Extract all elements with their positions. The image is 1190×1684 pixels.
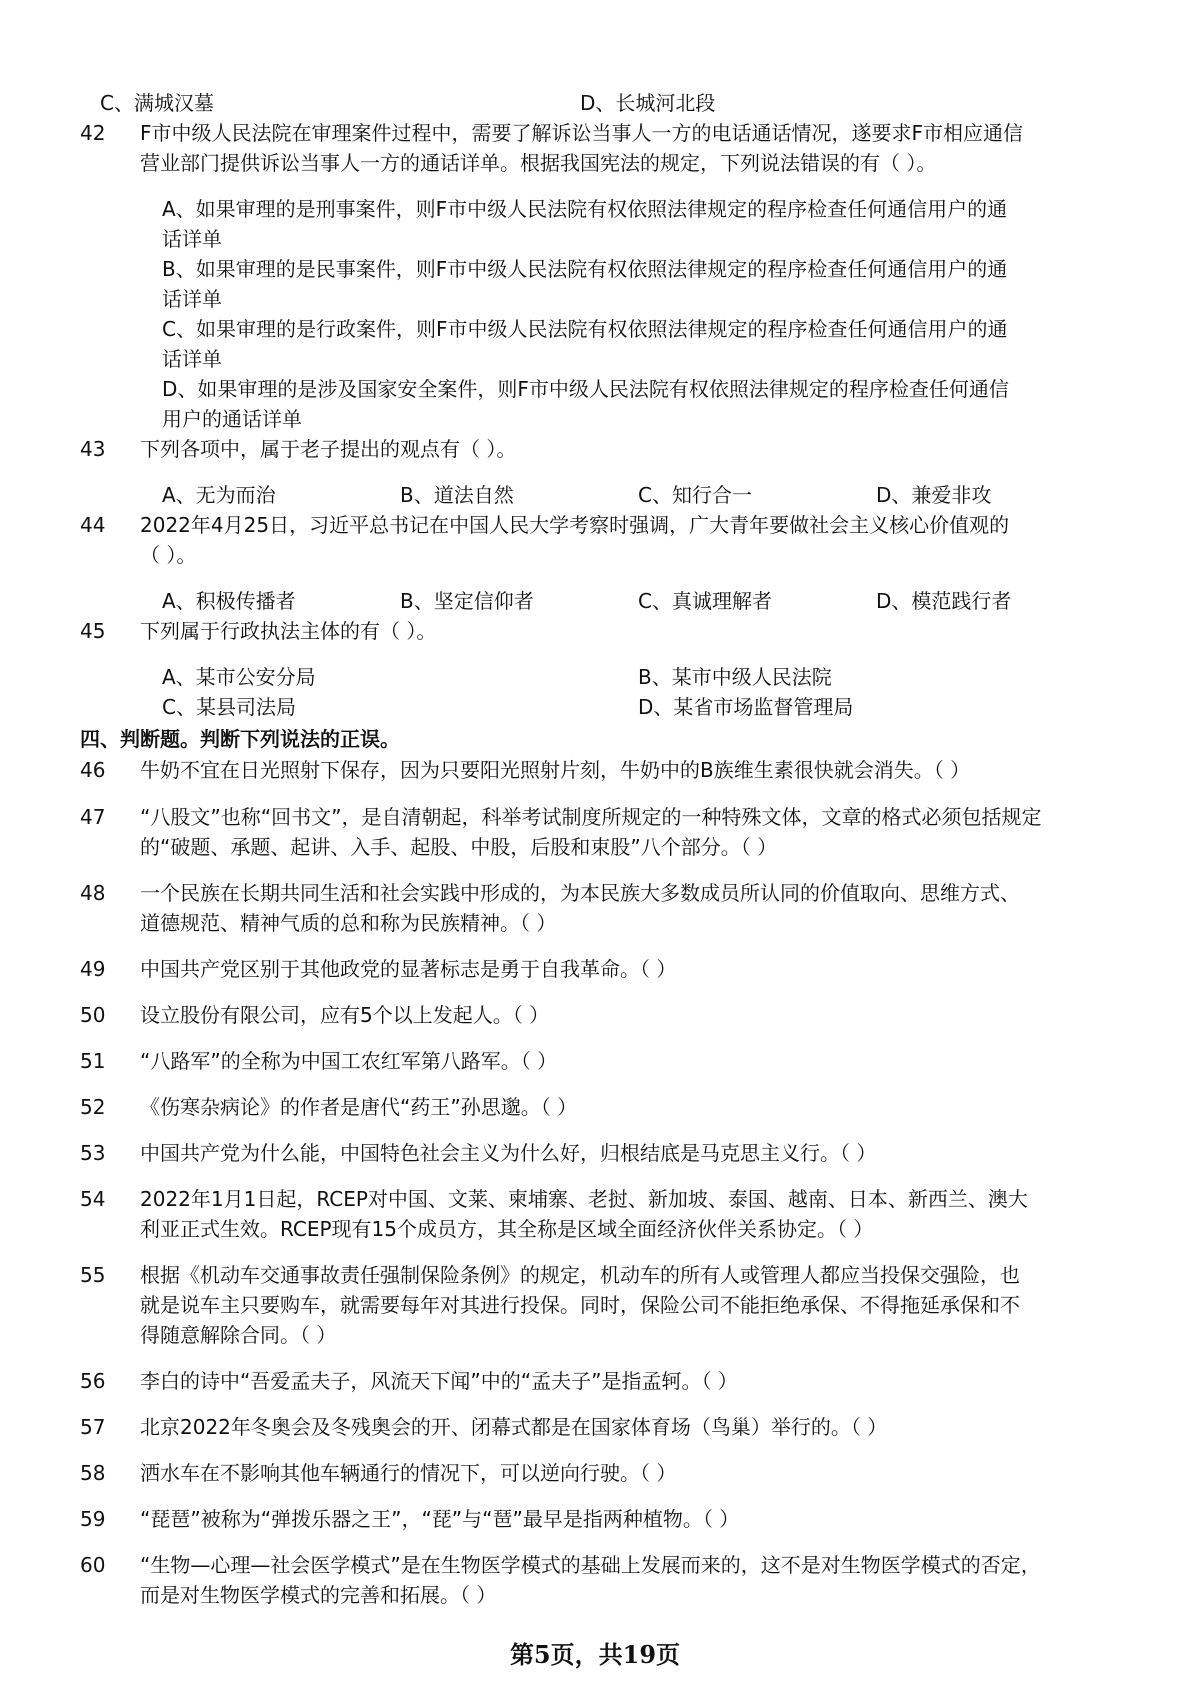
question-number: 43 — [80, 437, 106, 461]
question-text: 就是说车主只要购车，就需要每年对其进行投保。同时，保险公司不能拒绝承保、不得拖延承保和不 — [140, 1293, 1020, 1317]
option-a: A、如果审理的是刑事案件，则F市中级人民法院有权依照法律规定的程序检查任何通信用户的通 — [162, 197, 1008, 221]
question-text: 《伤寒杂病论》的作者是唐代“药王”孙思邈。（ ） — [140, 1095, 578, 1119]
question-text: 的“破题、承题、起讲、入手、起股、中股，后股和束股”八个部分。（ ） — [140, 835, 778, 859]
question-text: “八股文”也称“回书文”，是自清朝起，科举考试制度所规定的一种特殊文体，文章的格式必须包括规定 — [140, 805, 1042, 829]
page-footer: 第5页，共19页 — [509, 1640, 681, 1669]
question-number: 45 — [80, 619, 106, 643]
question-text: 一个民族在长期共同生活和社会实践中形成的，为本民族大多数成员所认同的价值取向、思维方式、 — [140, 881, 1020, 905]
option-b: B、如果审理的是民事案件，则F市中级人民法院有权依照法律规定的程序检查任何通信用户的通 — [162, 257, 1008, 281]
question-text: 营业部门提供诉讼当事人一方的通话详单。根据我国宪法的规定，下列说法错误的有（ ）。 — [140, 151, 937, 175]
option-a: A、无为而治 — [162, 483, 276, 507]
question-text: 下列各项中，属于老子提出的观点有（ ）。 — [140, 437, 517, 461]
question-number: 49 — [80, 957, 106, 981]
question-text: “八路军”的全称为中国工农红军第八路军。（ ） — [140, 1049, 558, 1073]
question-number: 51 — [80, 1049, 106, 1073]
section-title: 四、判断题。判断下列说法的正误。 — [80, 727, 400, 751]
question-number: 48 — [80, 881, 106, 905]
option-b: B、道法自然 — [400, 483, 514, 507]
question-text: 中国共产党区别于其他政党的显著标志是勇于自我革命。（ ） — [140, 957, 677, 981]
question-text: “生物—心理—社会医学模式”是在生物医学模式的基础上发展而来的，这不是对生物医学模式的否定， — [140, 1553, 1041, 1577]
option-c: C、知行合一 — [638, 483, 752, 507]
question-number: 53 — [80, 1141, 106, 1165]
question-number: 57 — [80, 1415, 106, 1439]
option-a-cont: 话详单 — [162, 227, 222, 251]
question-number: 56 — [80, 1369, 106, 1393]
question-text: 中国共产党为什么能，中国特色社会主义为什么好，归根结底是马克思主义行。（ ） — [140, 1141, 877, 1165]
question-text: 根据《机动车交通事故责任强制保险条例》的规定，机动车的所有人或管理人都应当投保交强险，也 — [140, 1263, 1020, 1287]
question-text: 利亚正式生效。RCEP现有15个成员方，其全称是区域全面经济伙伴关系协定。（ ） — [140, 1217, 874, 1241]
question-text: （ ）。 — [140, 543, 197, 567]
question-text: 洒水车在不影响其他车辆通行的情况下，可以逆向行驶。（ ） — [140, 1461, 677, 1485]
question-text: 北京2022年冬奥会及冬残奥会的开、闭幕式都是在国家体育场（鸟巢）举行的。（ ） — [140, 1415, 888, 1439]
question-number: 54 — [80, 1187, 106, 1211]
question-text: 牛奶不宜在日光照射下保存，因为只要阳光照射片刻，牛奶中的B族维生素很快就会消失。（ ） — [140, 758, 971, 782]
question-text: 李白的诗中“吾爱孟夫子，风流天下闻”中的“孟夫子”是指孟轲。（ ） — [140, 1369, 738, 1393]
question-number: 47 — [80, 805, 106, 829]
option-d-cont: 用户的通话详单 — [162, 407, 302, 431]
question-number: 46 — [80, 758, 106, 782]
question-text: “琵琶”被称为“弹拨乐器之王”，“琵”与“琶”最早是指两种植物。（ ） — [140, 1507, 740, 1531]
question-number: 60 — [80, 1553, 106, 1577]
option-c: C、真诚理解者 — [638, 589, 772, 613]
question-text: 设立股份有限公司，应有5个以上发起人。（ ） — [140, 1003, 550, 1027]
question-text: 而是对生物医学模式的完善和拓展。（ ） — [140, 1583, 497, 1607]
question-number: 52 — [80, 1095, 106, 1119]
option-c-prev: C、满城汉墓 — [100, 91, 214, 115]
question-text: 2022年1月1日起，RCEP对中国、文莱、柬埔寨、老挝、新加坡、泰国、越南、日本、新西兰、澳大 — [140, 1187, 1028, 1211]
option-b: B、某市中级人民法院 — [638, 665, 832, 689]
question-number: 58 — [80, 1461, 106, 1485]
option-c-cont: 话详单 — [162, 347, 222, 371]
option-b: B、坚定信仰者 — [400, 589, 534, 613]
option-d: D、模范践行者 — [876, 589, 1012, 613]
option-d: D、某省市场监督管理局 — [638, 695, 854, 719]
option-d-prev: D、长城河北段 — [580, 91, 716, 115]
question-text: 道德规范、精神气质的总和称为民族精神。（ ） — [140, 911, 557, 935]
question-number: 44 — [80, 513, 106, 537]
option-d: D、兼爱非攻 — [876, 483, 992, 507]
question-text: 下列属于行政执法主体的有（ ）。 — [140, 619, 437, 643]
option-b-cont: 话详单 — [162, 287, 222, 311]
question-text: 2022年4月25日，习近平总书记在中国人民大学考察时强调，广大青年要做社会主义核心价值观的 — [140, 513, 1010, 537]
option-c: C、某县司法局 — [162, 695, 296, 719]
option-c: C、如果审理的是行政案件，则F市中级人民法院有权依照法律规定的程序检查任何通信用户的通 — [162, 317, 1008, 341]
option-a: A、积极传播者 — [162, 589, 296, 613]
option-d: D、如果审理的是涉及国家安全案件，则F市中级人民法院有权依照法律规定的程序检查任何通信 — [162, 377, 1009, 401]
question-number: 59 — [80, 1507, 106, 1531]
question-text: 得随意解除合同。（ ） — [140, 1323, 337, 1347]
question-number: 42 — [80, 121, 106, 145]
question-number: 55 — [80, 1263, 106, 1287]
option-a: A、某市公安分局 — [162, 665, 316, 689]
question-number: 50 — [80, 1003, 106, 1027]
question-text: F市中级人民法院在审理案件过程中，需要了解诉讼当事人一方的电话通话情况，遂要求F市相应通信 — [140, 121, 1024, 145]
